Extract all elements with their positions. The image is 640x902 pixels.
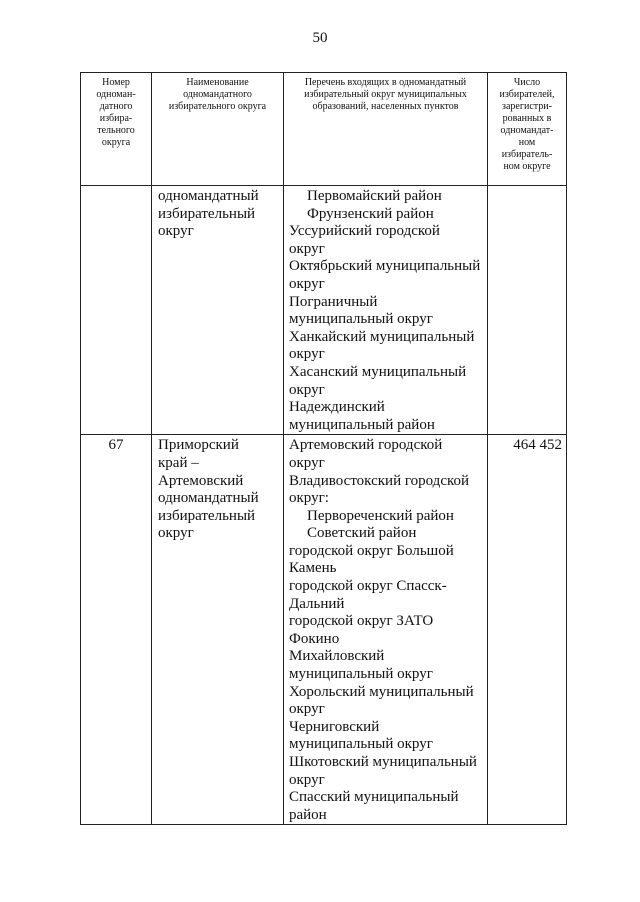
district-name-line: округ (158, 223, 194, 240)
district-name (152, 435, 284, 825)
header-line: избирательный округ муниципальных (304, 89, 467, 100)
district-name (152, 186, 284, 435)
district-name-line: одномандатный (158, 490, 259, 507)
district-name-line: избирательный (158, 507, 256, 524)
municipality-line: муниципальный округ (289, 666, 433, 683)
municipality-line: Ханкайский муниципальный (289, 328, 475, 345)
municipality-line: Уссурийский городской (289, 223, 440, 240)
municipality-line: округ (289, 346, 325, 363)
municipality-line: Владивостокский городской (289, 472, 470, 489)
district-name-line: избирательный (158, 205, 256, 222)
header-line: ном округе (503, 161, 551, 172)
municipality-list (284, 186, 488, 435)
district-number (81, 186, 152, 435)
municipality-line: округ (289, 275, 325, 292)
municipality-line: округ (289, 240, 325, 257)
header-line: зарегистри- (502, 101, 552, 112)
header-line: рованных в (502, 113, 552, 124)
municipality-line: Надеждинский (289, 399, 385, 416)
district-name-line: Артемовский (158, 472, 244, 489)
header-district-name (152, 73, 284, 186)
municipality-line: муниципальный округ (289, 311, 433, 328)
page-number: 50 (312, 30, 328, 46)
municipality-line: Советский район (307, 525, 417, 542)
municipality-line: округ (289, 381, 325, 398)
header-line: датного (99, 101, 133, 112)
municipality-line: округ (289, 454, 325, 471)
header-line: ном (518, 137, 536, 148)
header-line: избира- (99, 113, 133, 124)
header-line: одномандат- (500, 125, 554, 136)
header-district-number (81, 73, 152, 186)
municipality-line: муниципальный округ (289, 736, 433, 753)
header-line: Номер (102, 77, 130, 88)
municipality-line: Дальний (289, 595, 345, 612)
municipality-line: Шкотовский муниципальный (289, 754, 477, 770)
municipality-line: Спасский муниципальный (289, 789, 459, 806)
district-number: 67 (81, 435, 152, 825)
municipality-line: округ (289, 701, 325, 718)
header-line: образований, населенных пунктов (312, 101, 459, 112)
municipality-line: район (289, 806, 327, 823)
municipality-line: Хорольский муниципальный (289, 683, 474, 700)
municipality-line: городской округ ЗАТО (289, 613, 434, 630)
header-line: Наименование (186, 77, 249, 88)
header-line: Перечень входящих в одномандатный (304, 77, 467, 88)
municipality-line: Фрунзенский район (307, 205, 434, 222)
municipality-line: Хасанский муниципальный (289, 363, 467, 380)
header-line: избирательного округа (168, 101, 267, 112)
table-row (81, 186, 567, 435)
municipality-line: Черниговский (289, 718, 380, 735)
municipality-line: Михайловский (289, 648, 385, 665)
table-row (81, 435, 567, 825)
district-name-line: Приморский (158, 437, 239, 454)
header-line: избирателей, (499, 89, 555, 100)
table-header-row (81, 73, 567, 186)
header-line: одномандатного (183, 89, 252, 100)
municipality-line: городской округ Спасск- (289, 578, 447, 595)
municipality-line: Октябрьский муниципальный (289, 258, 481, 275)
municipality-list (284, 435, 488, 825)
header-line: избиратель- (501, 149, 553, 160)
header-line: округа (101, 137, 131, 148)
municipality-line: Артемовский городской (289, 437, 443, 454)
header-line: одноман- (96, 89, 136, 100)
municipality-line: муниципальный район (289, 416, 435, 433)
header-line: Число (513, 77, 541, 88)
municipality-line: округ: (289, 490, 329, 507)
header-line: тельного (97, 125, 135, 136)
municipality-line: городской округ Большой (289, 542, 454, 559)
municipality-line: Пограничный (289, 293, 378, 310)
municipality-line: округ (289, 771, 325, 788)
municipality-line: Фокино (289, 630, 340, 647)
district-name-line: одномандатный (158, 188, 259, 204)
district-name-line: край – (158, 454, 199, 471)
municipality-line: Первомайский район (307, 188, 442, 204)
voter-count: 464 452 (488, 435, 567, 825)
header-municipalities (284, 73, 488, 186)
header-voters (488, 73, 567, 186)
municipality-line: Первореченский район (307, 507, 454, 524)
municipality-line: Камень (289, 560, 337, 577)
district-name-line: округ (158, 525, 194, 542)
districts-table (80, 72, 567, 825)
voter-count (488, 186, 567, 435)
